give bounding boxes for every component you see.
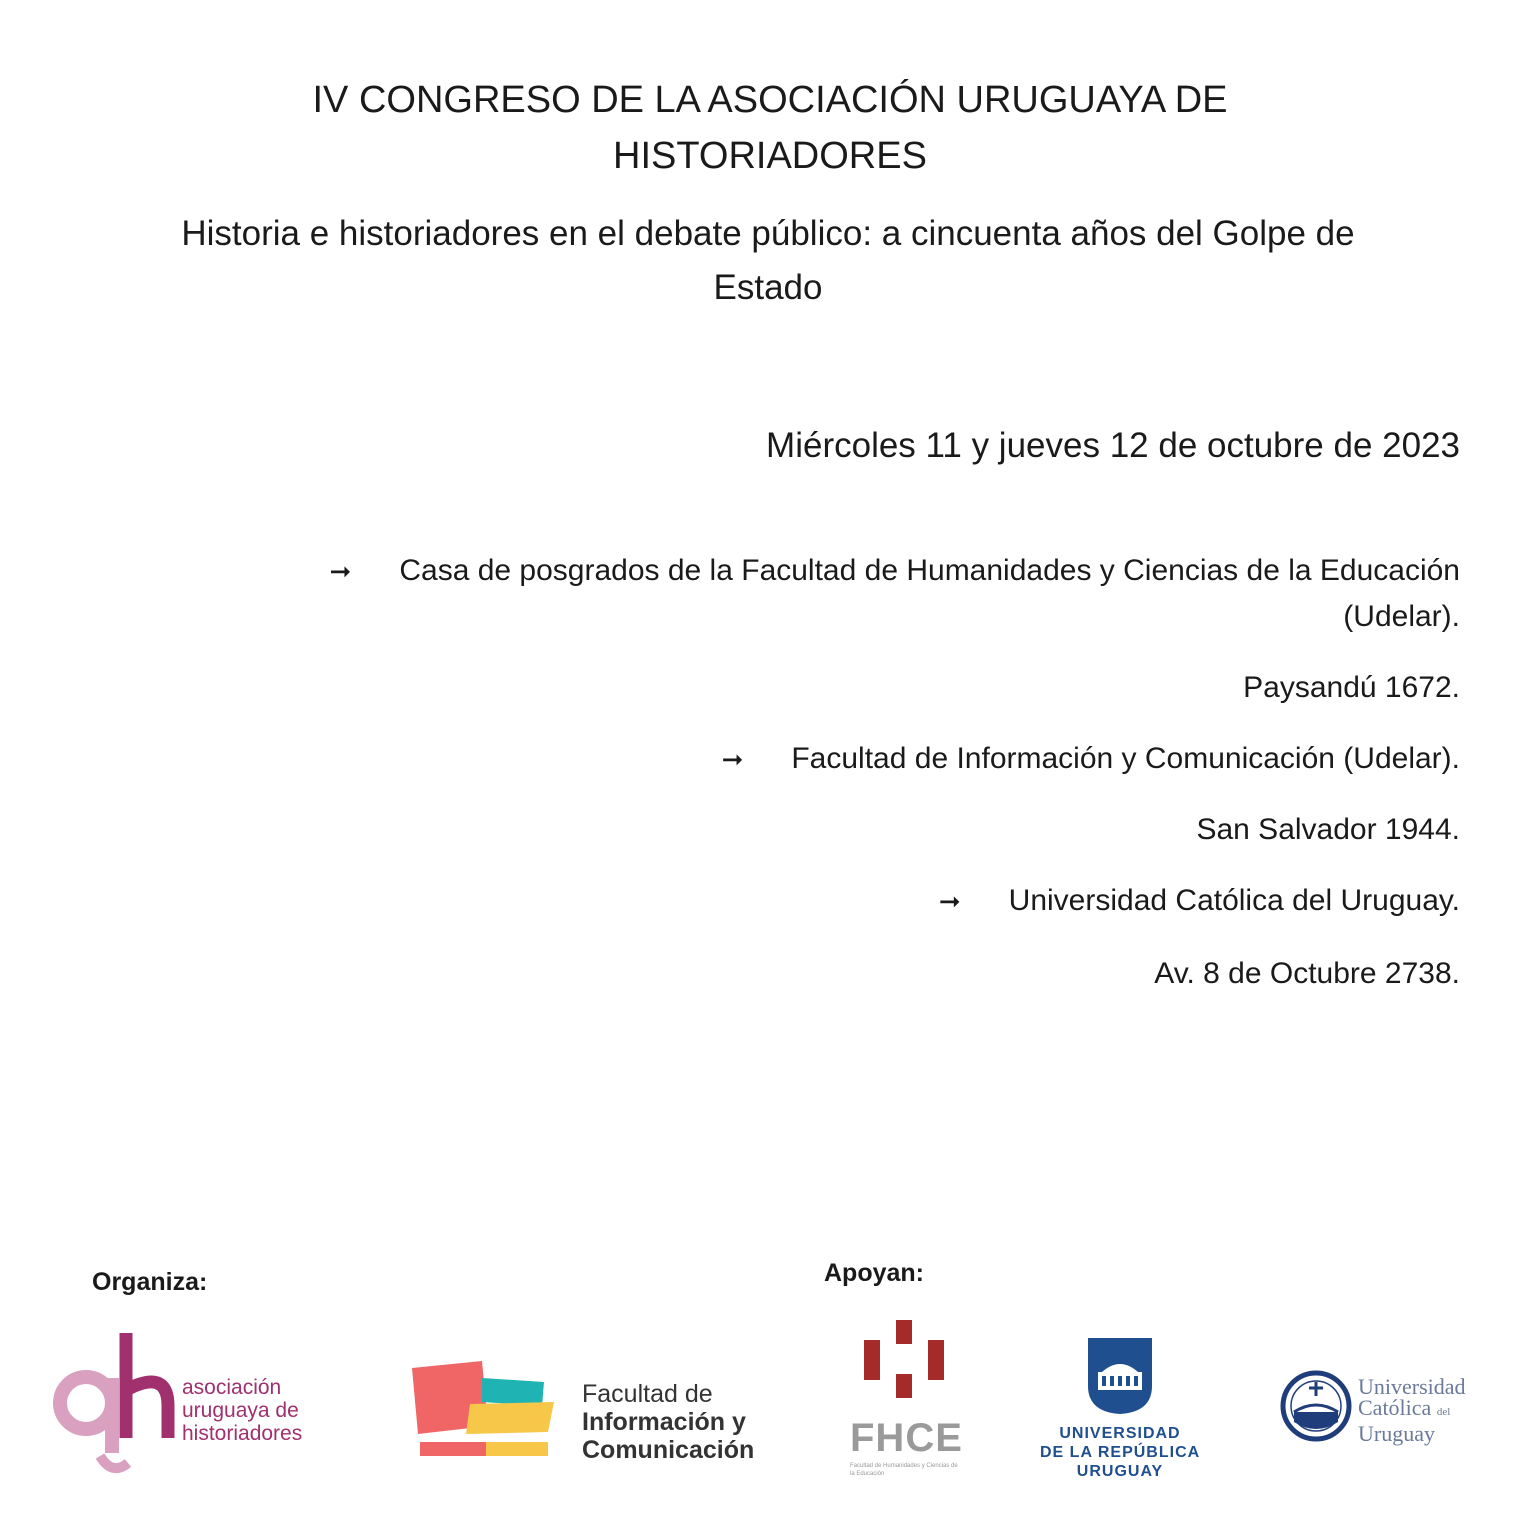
ucu-line-1: Universidad bbox=[1358, 1374, 1466, 1399]
venue-1-address: Paysandú 1672. bbox=[1243, 671, 1460, 704]
auh-monogram-icon bbox=[28, 1328, 178, 1478]
auh-logo bbox=[28, 1328, 328, 1478]
venue-1-name bbox=[330, 548, 1460, 640]
venue-3-address: Av. 8 de Octubre 2738. bbox=[1154, 957, 1460, 990]
auh-logo-text bbox=[182, 1376, 302, 1445]
venue-1-name-line-1: Casa de posgrados de la Facultad de Humanidades y Ciencias de la Educación bbox=[399, 554, 1460, 587]
udelar-line-2: DE LA REPÚBLICA bbox=[1040, 1444, 1201, 1461]
apoyan-label: Apoyan: bbox=[824, 1259, 924, 1287]
venue-2-address: San Salvador 1944. bbox=[1196, 813, 1460, 846]
arrow-right-icon: ➞ bbox=[329, 556, 352, 586]
fic-line-2: Información y bbox=[582, 1408, 746, 1436]
fic-line-1: Facultad de bbox=[582, 1380, 713, 1408]
venue-3-name-line-1: Universidad Católica del Uruguay. bbox=[1008, 884, 1460, 917]
ucu-line-2b: del bbox=[1436, 1406, 1451, 1418]
ucu-seal-icon bbox=[1280, 1356, 1352, 1456]
fhce-tagline: Facultad de Humanidades y Ciencias de la Educación bbox=[850, 1463, 958, 1477]
udelar-logo bbox=[1040, 1336, 1200, 1486]
auh-line-2: uruguaya de bbox=[182, 1399, 299, 1422]
event-date: Miércoles 11 y jueves 12 de octubre de 2023 bbox=[766, 426, 1460, 465]
fic-shapes-icon bbox=[410, 1356, 560, 1466]
ucu-logo bbox=[1280, 1356, 1500, 1456]
udelar-line-3: URUGUAY bbox=[1076, 1463, 1164, 1480]
organiza-label: Organiza: bbox=[92, 1268, 208, 1296]
udelar-shield-icon bbox=[1040, 1336, 1200, 1416]
udelar-logo-text bbox=[1040, 1424, 1200, 1481]
fic-logo-text bbox=[582, 1380, 754, 1464]
ucu-logo-text bbox=[1358, 1376, 1466, 1444]
fhce-logo bbox=[846, 1318, 966, 1483]
title-line-2: HISTORIADORES bbox=[613, 135, 927, 177]
fhce-acronym: FHCE bbox=[850, 1416, 963, 1460]
fic-logo bbox=[410, 1356, 790, 1466]
ucu-line-2a: Católica bbox=[1358, 1395, 1432, 1420]
arrow-right-icon: ➞ bbox=[938, 886, 961, 916]
venue-2-name bbox=[722, 736, 1460, 782]
congress-subtitle bbox=[110, 207, 1426, 315]
udelar-line-1: UNIVERSIDAD bbox=[1059, 1425, 1181, 1442]
fic-line-3: Comunicación bbox=[582, 1436, 755, 1464]
congress-title bbox=[130, 72, 1410, 184]
subtitle-line-2: Estado bbox=[713, 268, 823, 307]
subtitle-line-1: Historia e historiadores en el debate público: a cincuenta años del Golpe de bbox=[181, 214, 1355, 253]
auh-line-3: historiadores bbox=[182, 1422, 303, 1445]
ucu-line-3: Uruguay bbox=[1358, 1421, 1435, 1446]
venue-3-name bbox=[939, 878, 1460, 924]
arrow-right-icon: ➞ bbox=[721, 744, 744, 774]
title-line-1: IV CONGRESO DE LA ASOCIACIÓN URUGUAYA DE bbox=[312, 79, 1228, 121]
venue-2-name-line-1: Facultad de Información y Comunicación (Udelar). bbox=[791, 742, 1460, 775]
venue-1-name-line-2: (Udelar). bbox=[1343, 600, 1460, 633]
auh-line-1: asociación bbox=[182, 1376, 282, 1399]
fhce-bars-icon bbox=[846, 1318, 966, 1403]
